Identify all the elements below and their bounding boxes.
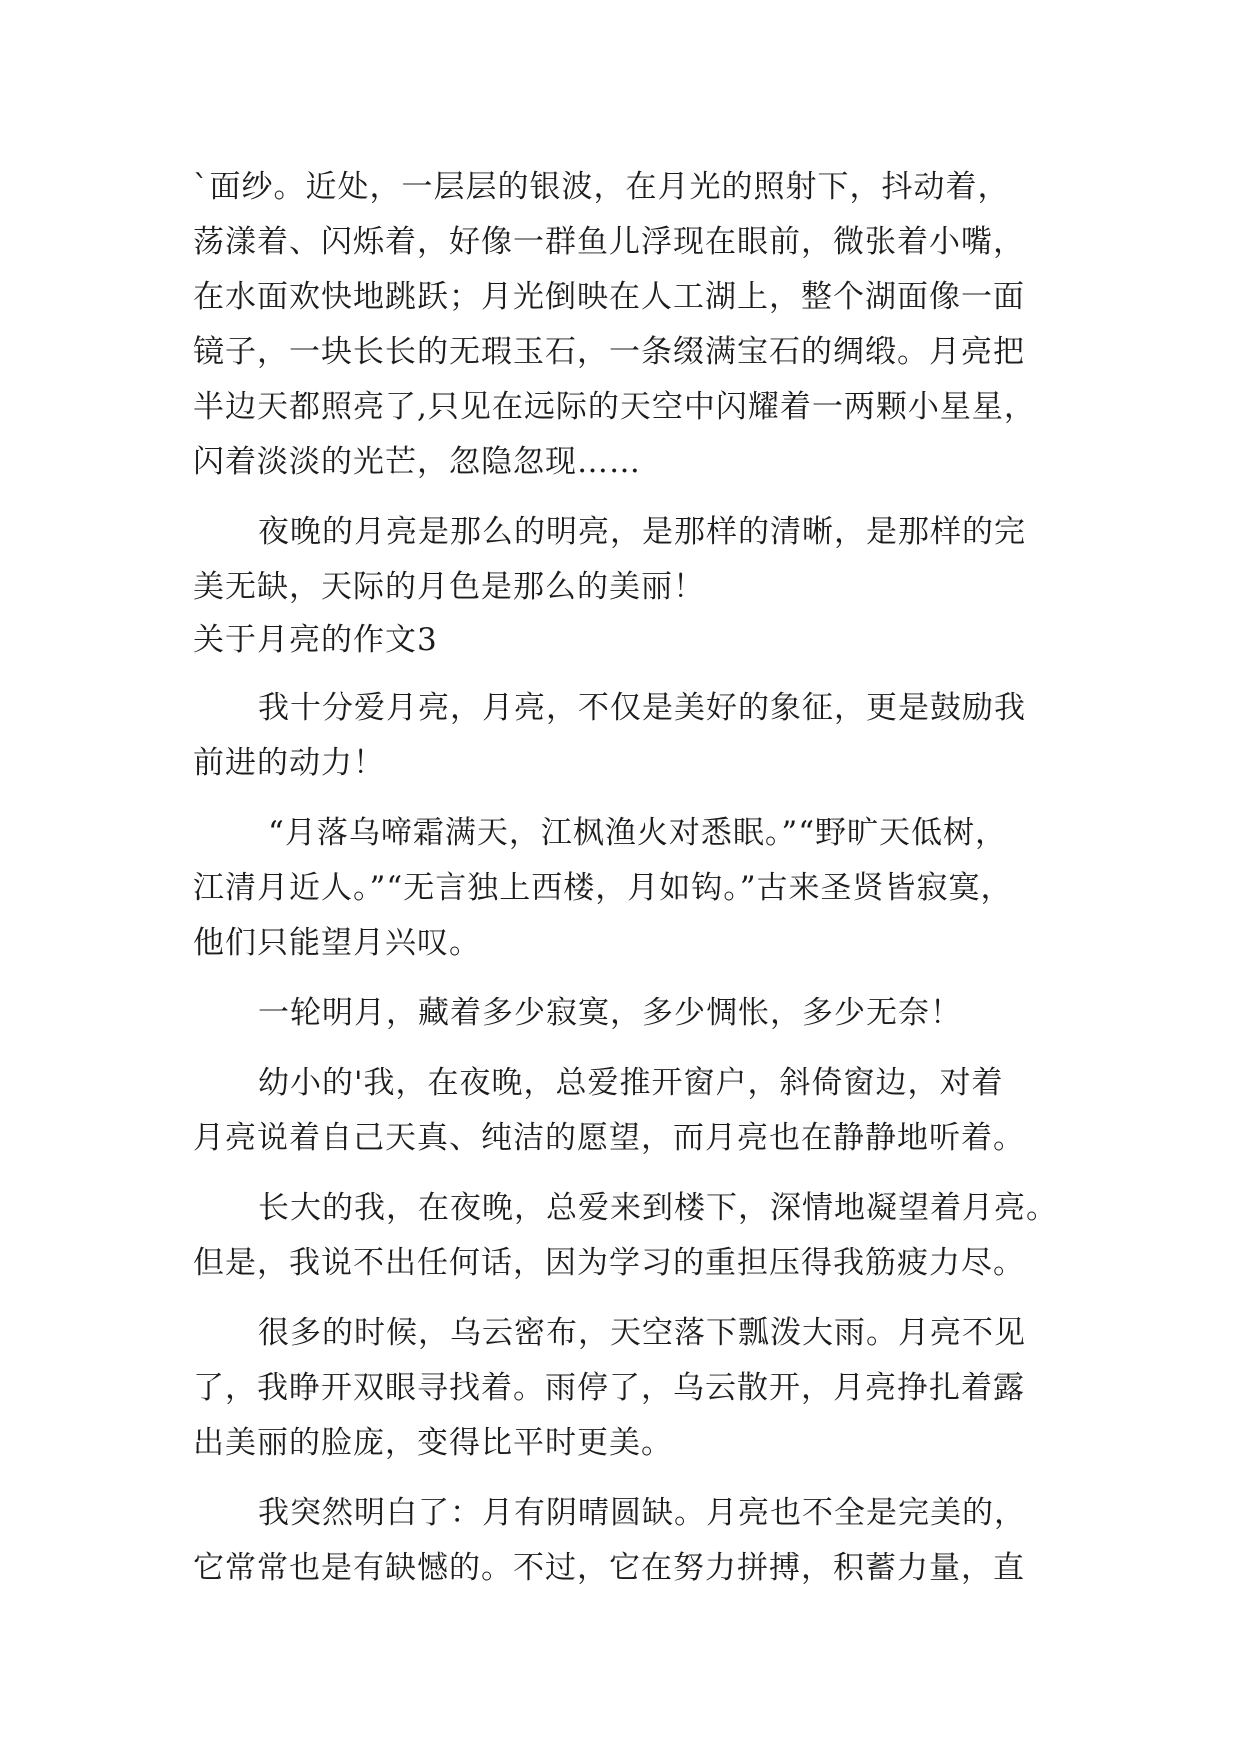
- paragraph-first-line: 夜晚的月亮是那么的明亮，是那样的清晰，是那样的完: [258, 514, 1026, 550]
- paragraph-first-line: “月落乌啼霜满天，江枫渔火对悉眠。”“野旷天低树，: [268, 815, 1008, 851]
- text-line: 镜子，一块长长的无瑕玉石，一条缀满宝石的绸缎。月亮把: [193, 334, 1025, 370]
- text-line: 月亮说着自己天真、纯洁的愿望，而月亮也在静静地听着。: [193, 1120, 1025, 1156]
- paragraph-first-line: 一轮明月，藏着多少寂寞，多少惆怅，多少无奈！: [258, 995, 962, 1031]
- text-line: 荡漾着、闪烁着，好像一群鱼儿浮现在眼前，微张着小嘴，: [193, 224, 1025, 260]
- text-line: 他们只能望月兴叹。: [193, 925, 481, 961]
- text-line: 半边天都照亮了,只见在远际的天空中闪耀着一两颗小星星，: [193, 389, 1036, 425]
- paragraph-first-line: 我十分爱月亮，月亮，不仅是美好的象征，更是鼓励我: [258, 690, 1026, 726]
- text-line: 出美丽的脸庞，变得比平时更美。: [193, 1425, 673, 1461]
- text-line: `面纱。近处，一层层的银波，在月光的照射下，抖动着，: [193, 169, 1010, 205]
- text-line: 美无缺，天际的月色是那么的美丽！: [193, 569, 705, 605]
- paragraph-first-line: 长大的我，在夜晚，总爱来到楼下，深情地凝望着月亮。: [258, 1190, 1058, 1226]
- paragraph-first-line: 我突然明白了：月有阴晴圆缺。月亮也不全是完美的，: [258, 1495, 1026, 1531]
- text-line: 江清月近人。”“无言独上西楼，月如钩。”古来圣贤皆寂寞，: [193, 870, 1013, 906]
- paragraph-first-line: 幼小的'我，在夜晚，总爱推开窗户，斜倚窗边，对着: [258, 1065, 1004, 1101]
- text-line: 了，我睁开双眼寻找着。雨停了，乌云散开，月亮挣扎着露: [193, 1370, 1025, 1406]
- text-line: 在水面欢快地跳跃；月光倒映在人工湖上，整个湖面像一面: [193, 279, 1025, 315]
- text-line: 前进的动力！: [193, 745, 385, 781]
- text-line: 它常常也是有缺憾的。不过，它在努力拼搏，积蓄力量，直: [193, 1550, 1025, 1586]
- text-line: 但是，我说不出任何话，因为学习的重担压得我筋疲力尽。: [193, 1245, 1025, 1281]
- essay-heading: 关于月亮的作文3: [193, 622, 438, 658]
- text-line: 闪着淡淡的光芒，忽隐忽现……: [193, 444, 641, 480]
- paragraph-first-line: 很多的时候，乌云密布，天空落下瓢泼大雨。月亮不见: [258, 1315, 1026, 1351]
